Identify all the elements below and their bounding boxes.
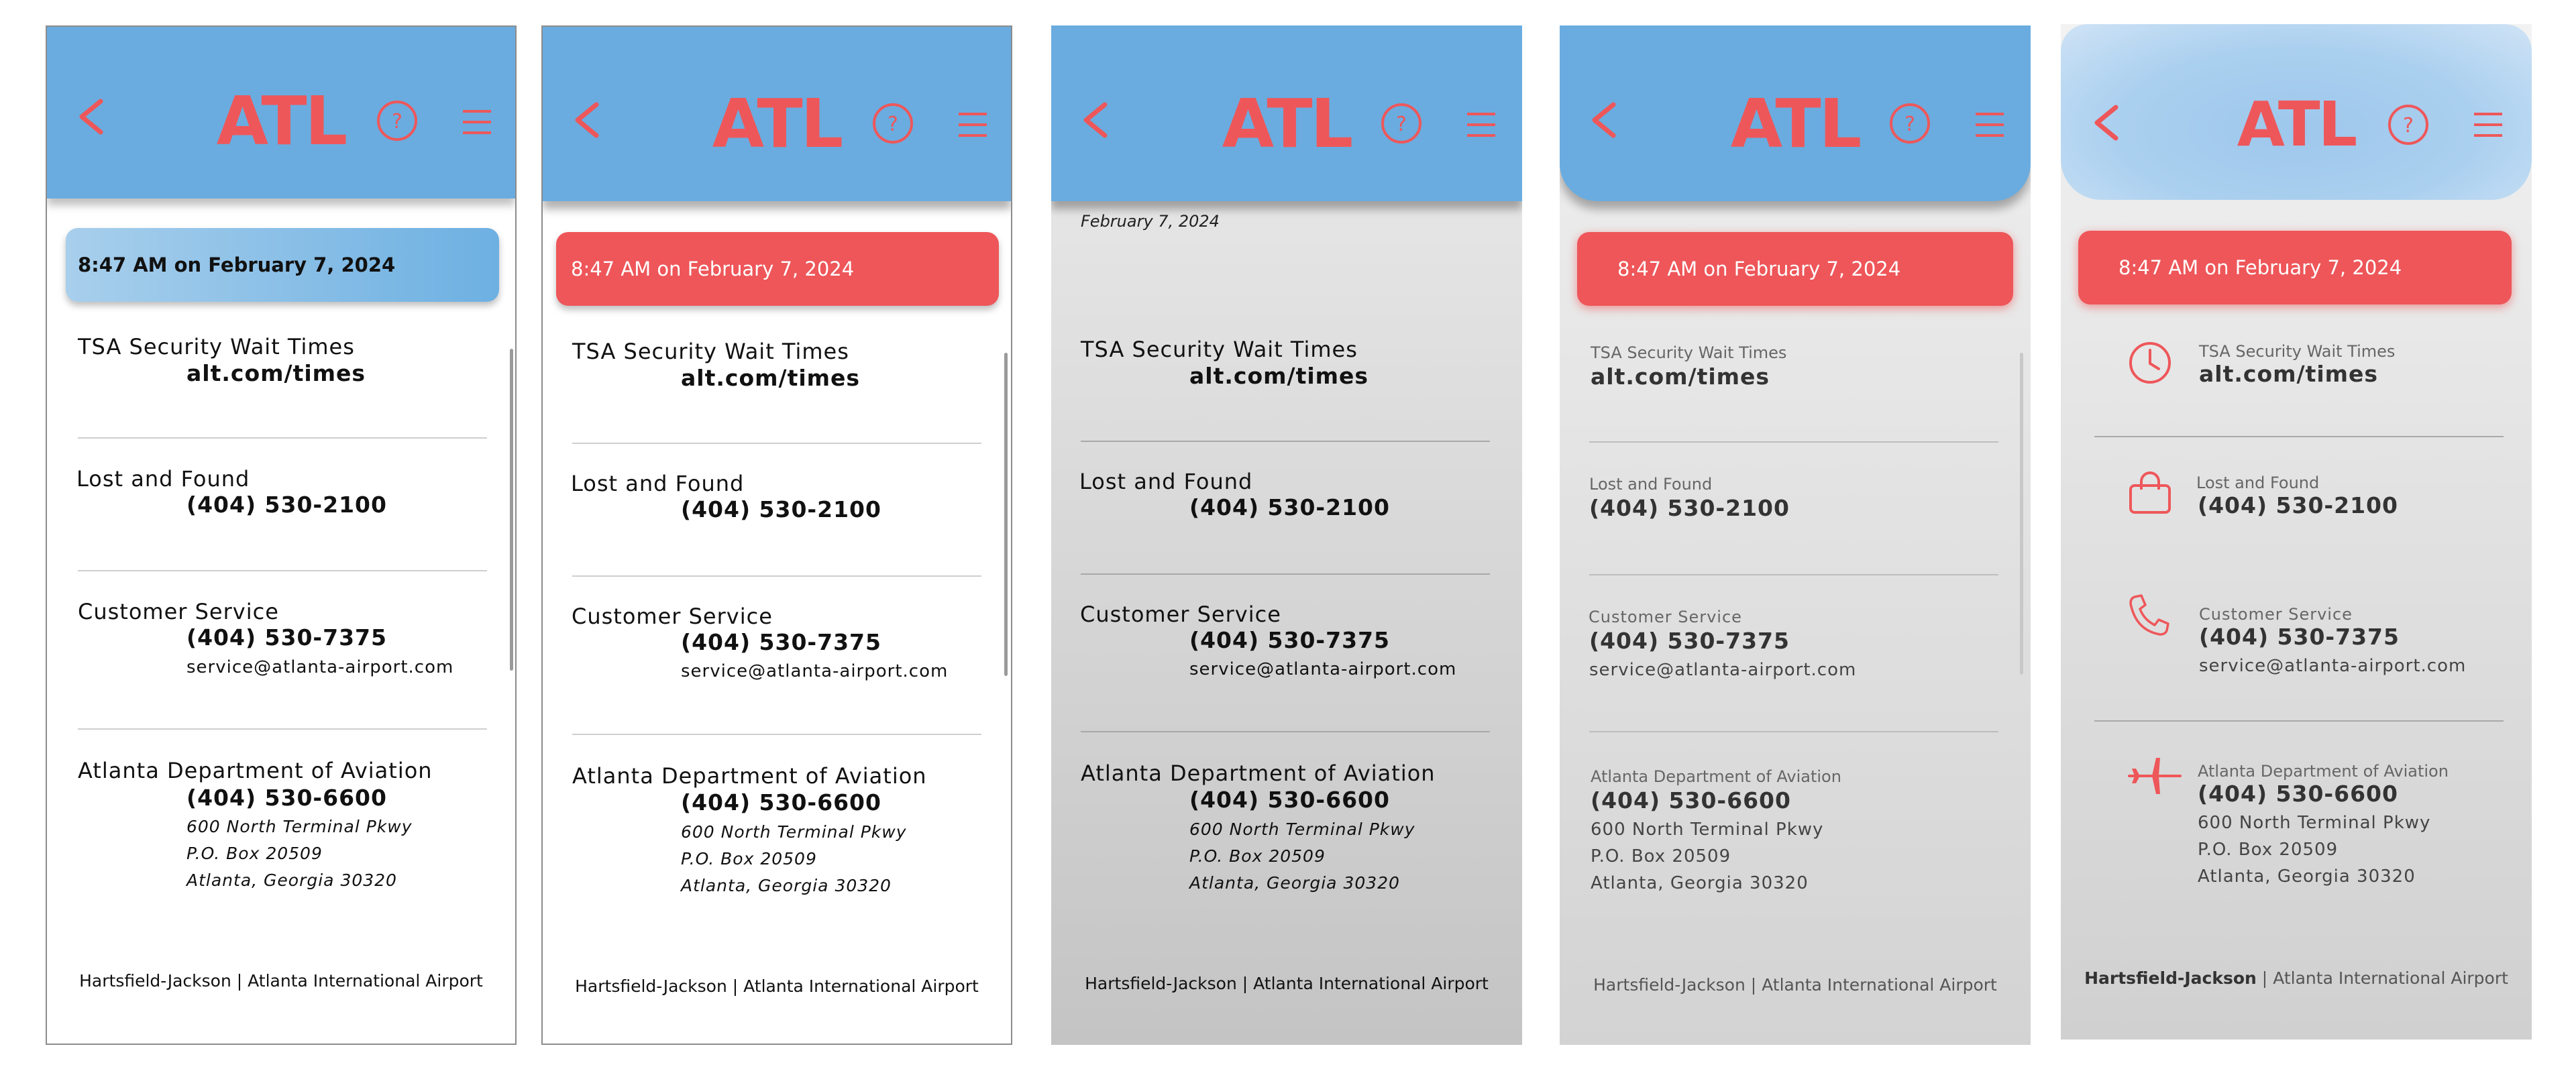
help-circle-icon[interactable] xyxy=(1888,102,1931,145)
tsa-link[interactable]: alt.com/times xyxy=(681,365,861,391)
aviation-address-line3: Atlanta, Georgia 30320 xyxy=(1591,873,1809,893)
footer-airport-name: Hartsfield-Jackson xyxy=(2084,968,2257,988)
aviation-phone[interactable]: (404) 530-6600 xyxy=(1189,787,1390,813)
lost-found-phone[interactable]: (404) 530-2100 xyxy=(2198,492,2398,518)
hamburger-menu-icon[interactable] xyxy=(1466,111,1497,138)
scrollbar[interactable] xyxy=(510,349,513,671)
divider xyxy=(1589,574,1998,575)
airplane-icon xyxy=(2127,752,2183,799)
customer-service-email[interactable]: service@atlanta-airport.com xyxy=(186,657,454,677)
customer-service-label: Customer Service xyxy=(1589,608,1742,626)
lost-found-label: Lost and Found xyxy=(571,471,745,496)
tsa-link[interactable]: alt.com/times xyxy=(1591,363,1770,390)
lost-found-label: Lost and Found xyxy=(1589,475,1713,494)
phone-mockup-4 xyxy=(1560,25,2031,1045)
footer-full-name: Atlanta International Airport xyxy=(1762,975,1997,995)
aviation-address-line2: P.O. Box 20509 xyxy=(1591,846,1731,866)
divider xyxy=(1589,731,1998,732)
app-header xyxy=(543,27,1011,201)
footer-full-name: Atlanta International Airport xyxy=(2273,968,2508,988)
app-title: ATL xyxy=(216,82,346,160)
app-title: ATL xyxy=(712,85,842,163)
customer-service-phone[interactable]: (404) 530-7375 xyxy=(681,629,881,655)
footer-full-name: Atlanta International Airport xyxy=(743,976,979,996)
clock-icon xyxy=(2127,339,2174,386)
aviation-label: Atlanta Department of Aviation xyxy=(1591,767,1841,786)
phone-mockup-5 xyxy=(2061,24,2532,1040)
footer: Hartsfield-Jackson | Atlanta International Airport xyxy=(1593,975,1997,995)
footer: Hartsfield-Jackson | Atlanta International Airport xyxy=(575,976,979,996)
footer-full-name: Atlanta International Airport xyxy=(248,971,483,991)
divider xyxy=(78,437,487,439)
date-time-bar: 8:47 AM on February 7, 2024 xyxy=(1577,232,2013,306)
customer-service-phone[interactable]: (404) 530-7375 xyxy=(2199,624,2400,650)
app-title: ATL xyxy=(1222,85,1352,163)
aviation-address-line3: Atlanta, Georgia 30320 xyxy=(2198,866,2416,887)
divider xyxy=(572,443,981,444)
svg-text:?: ? xyxy=(1396,113,1407,136)
app-title: ATL xyxy=(2237,89,2356,160)
date-time-bar: 8:47 AM on February 7, 2024 xyxy=(66,228,499,302)
scrollbar[interactable] xyxy=(2020,353,2023,675)
footer-full-name: Atlanta International Airport xyxy=(1253,974,1489,993)
aviation-address-line3: Atlanta, Georgia 30320 xyxy=(681,876,892,895)
app-header xyxy=(2061,24,2532,200)
divider xyxy=(78,728,487,730)
aviation-address-line1: 600 North Terminal Pkwy xyxy=(186,817,413,836)
tsa-label: TSA Security Wait Times xyxy=(2199,342,2396,361)
divider xyxy=(1081,573,1490,575)
lost-found-label: Lost and Found xyxy=(1079,469,1253,494)
aviation-address-line1: 600 North Terminal Pkwy xyxy=(681,822,907,842)
customer-service-email[interactable]: service@atlanta-airport.com xyxy=(1589,660,1857,680)
aviation-address-line1: 600 North Terminal Pkwy xyxy=(1189,820,1415,839)
tsa-label: TSA Security Wait Times xyxy=(1081,337,1358,362)
svg-text:?: ? xyxy=(2403,114,2414,137)
customer-service-email[interactable]: service@atlanta-airport.com xyxy=(681,661,949,681)
footer: Hartsfield-Jackson | Atlanta International Airport xyxy=(79,971,483,991)
customer-service-phone[interactable]: (404) 530-7375 xyxy=(1189,627,1390,653)
footer-airport-name: Hartsfield-Jackson xyxy=(79,971,231,991)
svg-text:?: ? xyxy=(1904,113,1915,136)
lost-found-phone[interactable]: (404) 530-2100 xyxy=(681,496,881,522)
date-time-bar: 8:47 AM on February 7, 2024 xyxy=(556,232,999,306)
aviation-address-line2: P.O. Box 20509 xyxy=(681,849,817,868)
footer: Hartsfield-Jackson | Atlanta International Airport xyxy=(1085,974,1489,993)
divider xyxy=(1081,731,1490,732)
customer-service-email[interactable]: service@atlanta-airport.com xyxy=(2199,656,2467,676)
app-header xyxy=(47,27,515,199)
aviation-label: Atlanta Department of Aviation xyxy=(572,763,927,789)
help-circle-icon[interactable] xyxy=(1380,102,1423,145)
aviation-phone[interactable]: (404) 530-6600 xyxy=(1591,787,1791,813)
scrollbar[interactable] xyxy=(1004,353,1008,676)
lost-found-label: Lost and Found xyxy=(76,466,250,492)
app-header xyxy=(1560,25,2031,201)
customer-service-email[interactable]: service@atlanta-airport.com xyxy=(1189,659,1457,679)
customer-service-label: Customer Service xyxy=(2199,605,2353,624)
aviation-label: Atlanta Department of Aviation xyxy=(1081,761,1436,786)
aviation-phone[interactable]: (404) 530-6600 xyxy=(186,785,387,811)
aviation-address-line2: P.O. Box 20509 xyxy=(186,844,323,863)
date-fragment: February 7, 2024 xyxy=(1081,212,1220,231)
tsa-label: TSA Security Wait Times xyxy=(1591,343,1787,362)
footer-airport-name: Hartsfield-Jackson xyxy=(1085,974,1237,993)
phone-mockup-1 xyxy=(46,25,517,1045)
aviation-address-line1: 600 North Terminal Pkwy xyxy=(2198,813,2431,833)
divider xyxy=(1081,441,1490,442)
customer-service-phone[interactable]: (404) 530-7375 xyxy=(186,624,387,651)
hamburger-menu-icon[interactable] xyxy=(462,109,492,135)
hamburger-menu-icon[interactable] xyxy=(2473,111,2504,138)
shopping-bag-icon xyxy=(2127,469,2174,516)
aviation-address-line1: 600 North Terminal Pkwy xyxy=(1591,820,1824,840)
footer-airport-name: Hartsfield-Jackson xyxy=(575,976,727,996)
app-title: ATL xyxy=(1730,85,1860,163)
customer-service-label: Customer Service xyxy=(572,604,773,629)
divider xyxy=(2094,720,2504,722)
tsa-label: TSA Security Wait Times xyxy=(572,339,849,364)
divider xyxy=(78,570,487,571)
aviation-phone[interactable]: (404) 530-6600 xyxy=(681,789,881,816)
aviation-address-line2: P.O. Box 20509 xyxy=(1189,846,1326,866)
aviation-label: Atlanta Department of Aviation xyxy=(78,758,433,783)
lost-found-phone[interactable]: (404) 530-2100 xyxy=(1189,494,1390,520)
aviation-label: Atlanta Department of Aviation xyxy=(2198,762,2449,781)
help-circle-icon[interactable] xyxy=(376,99,419,142)
customer-service-label: Customer Service xyxy=(78,599,279,624)
aviation-address-line2: P.O. Box 20509 xyxy=(2198,840,2339,860)
tsa-link[interactable]: alt.com/times xyxy=(186,360,366,386)
tsa-link[interactable]: alt.com/times xyxy=(1189,363,1369,389)
divider xyxy=(2094,436,2504,437)
aviation-address-line3: Atlanta, Georgia 30320 xyxy=(186,871,397,890)
footer-airport-name: Hartsfield-Jackson xyxy=(1593,975,1746,995)
tsa-link[interactable]: alt.com/times xyxy=(2199,361,2379,387)
phone-mockup-2 xyxy=(541,25,1012,1045)
divider xyxy=(1589,441,1998,443)
divider xyxy=(572,734,981,735)
help-circle-icon[interactable] xyxy=(871,102,914,145)
lost-found-phone[interactable]: (404) 530-2100 xyxy=(1589,495,1790,521)
svg-text:?: ? xyxy=(392,110,402,133)
app-header xyxy=(1051,25,1522,201)
date-time-bar: 8:47 AM on February 7, 2024 xyxy=(2078,231,2512,304)
lost-found-label: Lost and Found xyxy=(2196,473,2320,492)
hamburger-menu-icon[interactable] xyxy=(957,111,988,138)
lost-found-phone[interactable]: (404) 530-2100 xyxy=(186,492,387,518)
footer: Hartsfield-Jackson | Atlanta International Airport xyxy=(2084,968,2508,988)
customer-service-phone[interactable]: (404) 530-7375 xyxy=(1589,628,1790,654)
aviation-phone[interactable]: (404) 530-6600 xyxy=(2198,781,2398,807)
divider xyxy=(572,575,981,577)
tsa-label: TSA Security Wait Times xyxy=(78,334,355,359)
hamburger-menu-icon[interactable] xyxy=(1974,111,2005,138)
phone-mockup-3 xyxy=(1051,25,1522,1045)
customer-service-label: Customer Service xyxy=(1080,602,1281,627)
aviation-address-line3: Atlanta, Georgia 30320 xyxy=(1189,873,1400,893)
svg-text:?: ? xyxy=(888,113,898,136)
phone-icon xyxy=(2125,592,2172,638)
help-circle-icon[interactable] xyxy=(2387,103,2430,146)
